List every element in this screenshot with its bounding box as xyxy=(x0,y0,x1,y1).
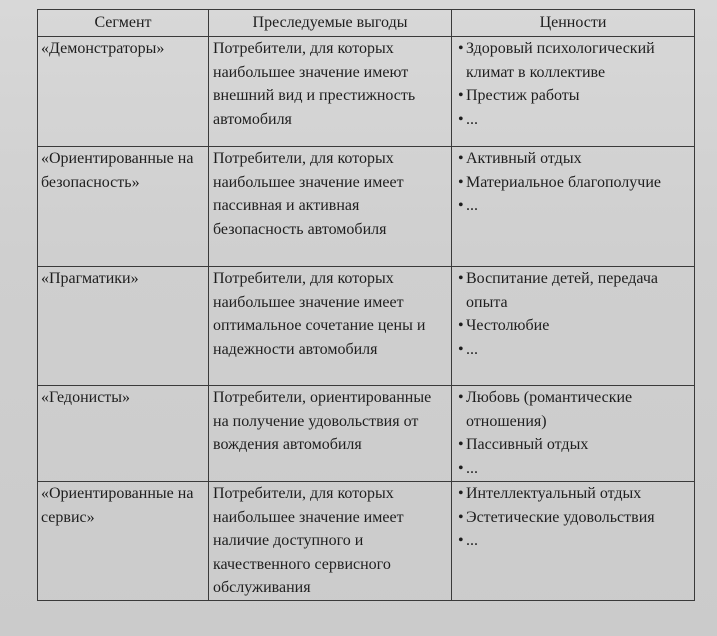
header-benefits: Преследуемые выгоды xyxy=(209,10,452,37)
benefits-cell: Потребители, для которых наибольшее значение имеет оптимальное сочетание цены и надежности автомобиля xyxy=(209,267,452,386)
values-list xyxy=(458,386,691,480)
value-item: • Любовь (романтические отношения) xyxy=(458,386,691,433)
table-row xyxy=(38,482,695,601)
value-item: • Эстетические удовольствия xyxy=(458,506,691,530)
segment-cell: «Ориентированные на сервис» xyxy=(38,482,209,601)
values-list xyxy=(458,37,691,131)
benefits-cell: Потребители, для которых наибольшее значение имеет пассивная и активная безопасность автомобиля xyxy=(209,147,452,267)
values-cell xyxy=(452,267,695,386)
value-item: • Материальное благополучие xyxy=(458,171,691,195)
value-item: • Честолюбие xyxy=(458,314,691,338)
benefits-cell: Потребители, для которых наибольшее значение имеет наличие доступного и качественного сервисного обслуживания xyxy=(209,482,452,601)
benefits-cell: Потребители, для которых наибольшее значение имеют внешний вид и престижность автомобиля xyxy=(209,37,452,147)
header-values: Ценности xyxy=(452,10,695,37)
value-item: • Пассивный отдых xyxy=(458,433,691,457)
value-item: • ... xyxy=(458,529,691,553)
table-row xyxy=(38,147,695,267)
value-item: • Активный отдых xyxy=(458,147,691,171)
values-list xyxy=(458,482,691,553)
values-cell xyxy=(452,37,695,147)
values-cell xyxy=(452,147,695,267)
values-list xyxy=(458,267,691,361)
segment-cell: «Гедонисты» xyxy=(38,386,209,482)
value-item: • ... xyxy=(458,457,691,481)
value-item: • ... xyxy=(458,194,691,218)
table-header-row xyxy=(38,10,695,37)
segment-cell: «Прагматики» xyxy=(38,267,209,386)
header-segment: Сегмент xyxy=(38,10,209,37)
value-item: • Воспитание детей, передача опыта xyxy=(458,267,691,314)
value-item: • ... xyxy=(458,338,691,362)
values-cell xyxy=(452,482,695,601)
table-row xyxy=(38,386,695,482)
segment-cell: «Демонстраторы» xyxy=(38,37,209,147)
value-item: • Здоровый психологический климат в коллективе xyxy=(458,37,691,84)
value-item: • Интеллектуальный отдых xyxy=(458,482,691,506)
segments-table xyxy=(37,9,695,601)
values-list xyxy=(458,147,691,218)
value-item: • ... xyxy=(458,108,691,132)
table-row xyxy=(38,267,695,386)
segment-cell: «Ориентированные на безопасность» xyxy=(38,147,209,267)
value-item: • Престиж работы xyxy=(458,84,691,108)
table-row xyxy=(38,37,695,147)
values-cell xyxy=(452,386,695,482)
benefits-cell: Потребители, ориентированные на получение удовольствия от вождения автомобиля xyxy=(209,386,452,482)
